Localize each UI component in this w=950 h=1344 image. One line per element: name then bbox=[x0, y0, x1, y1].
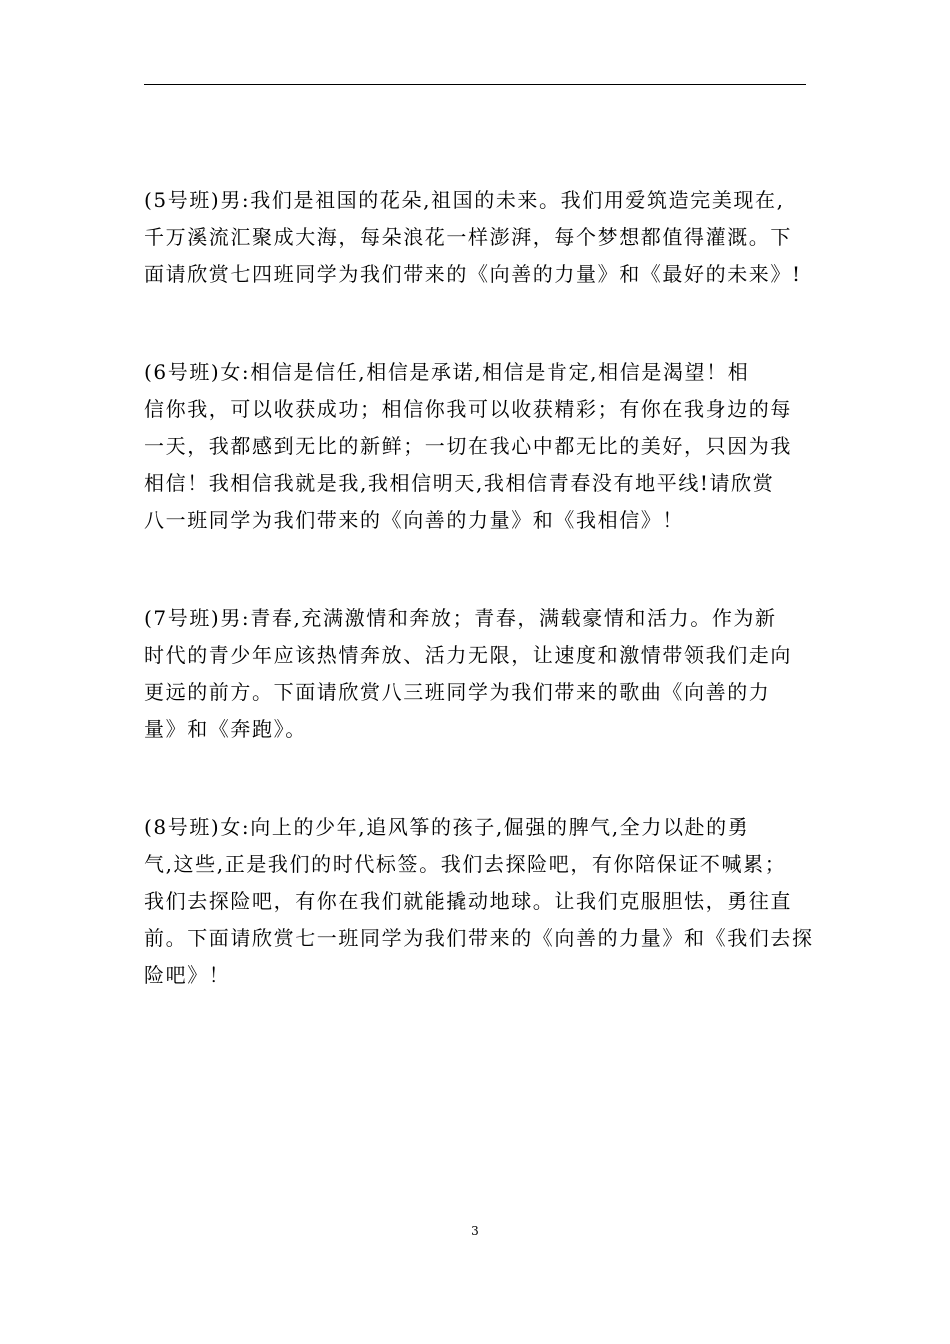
text-line: 面请欣赏七四班同学为我们带来的《向善的力量》和《最好的未来》! bbox=[144, 262, 802, 286]
paragraph-class-8 bbox=[144, 809, 812, 994]
paragraph-class-6 bbox=[144, 354, 812, 539]
document-body bbox=[144, 182, 812, 1055]
paragraph-class-7 bbox=[144, 600, 812, 748]
text-line: 千万溪流汇聚成大海，每朵浪花一样澎湃，每个梦想都值得灌溉。下 bbox=[144, 225, 792, 249]
text-line: 量》和《奔跑》。 bbox=[144, 717, 307, 741]
text-line: 信你我，可以收获成功；相信你我可以收获精彩；有你在我身边的每 bbox=[144, 397, 792, 421]
text-line: 八一班同学为我们带来的《向善的力量》和《我相信》！ bbox=[144, 508, 684, 532]
page-number: 3 bbox=[471, 1224, 479, 1238]
text-line: 气,这些,正是我们的时代标签。我们去探险吧，有你陪保证不喊累； bbox=[144, 852, 787, 876]
text-line: (6号班)女:相信是信任,相信是承诺,相信是肯定,相信是渴望！相 bbox=[144, 360, 750, 384]
text-line: 相信！我相信我就是我,我相信明天,我相信青春没有地平线!请欣赏 bbox=[144, 471, 775, 495]
text-line: (7号班)男:青春,充满激情和奔放；青春，满载豪情和活力。作为新 bbox=[144, 606, 777, 630]
text-line: 更远的前方。下面请欣赏八三班同学为我们带来的歌曲《向善的力 bbox=[144, 680, 771, 704]
text-line: (8号班)女:向上的少年,追风筝的孩子,倔强的脾气,全力以赴的勇 bbox=[144, 815, 750, 839]
text-line: 险吧》！ bbox=[144, 963, 231, 987]
paragraph-class-5 bbox=[144, 182, 812, 293]
text-line: 时代的青少年应该热情奔放、活力无限，让速度和激情带领我们走向 bbox=[144, 643, 792, 667]
text-line: (5号班)男:我们是祖国的花朵,祖国的未来。我们用爱筑造完美现在, bbox=[144, 188, 785, 212]
header-rule bbox=[144, 84, 806, 85]
text-line: 前。下面请欣赏七一班同学为我们带来的《向善的力量》和《我们去探 bbox=[144, 926, 814, 950]
text-line: 一天，我都感到无比的新鲜；一切在我心中都无比的美好，只因为我 bbox=[144, 434, 792, 458]
text-line: 我们去探险吧，有你在我们就能撬动地球。让我们克服胆怯，勇往直 bbox=[144, 889, 792, 913]
